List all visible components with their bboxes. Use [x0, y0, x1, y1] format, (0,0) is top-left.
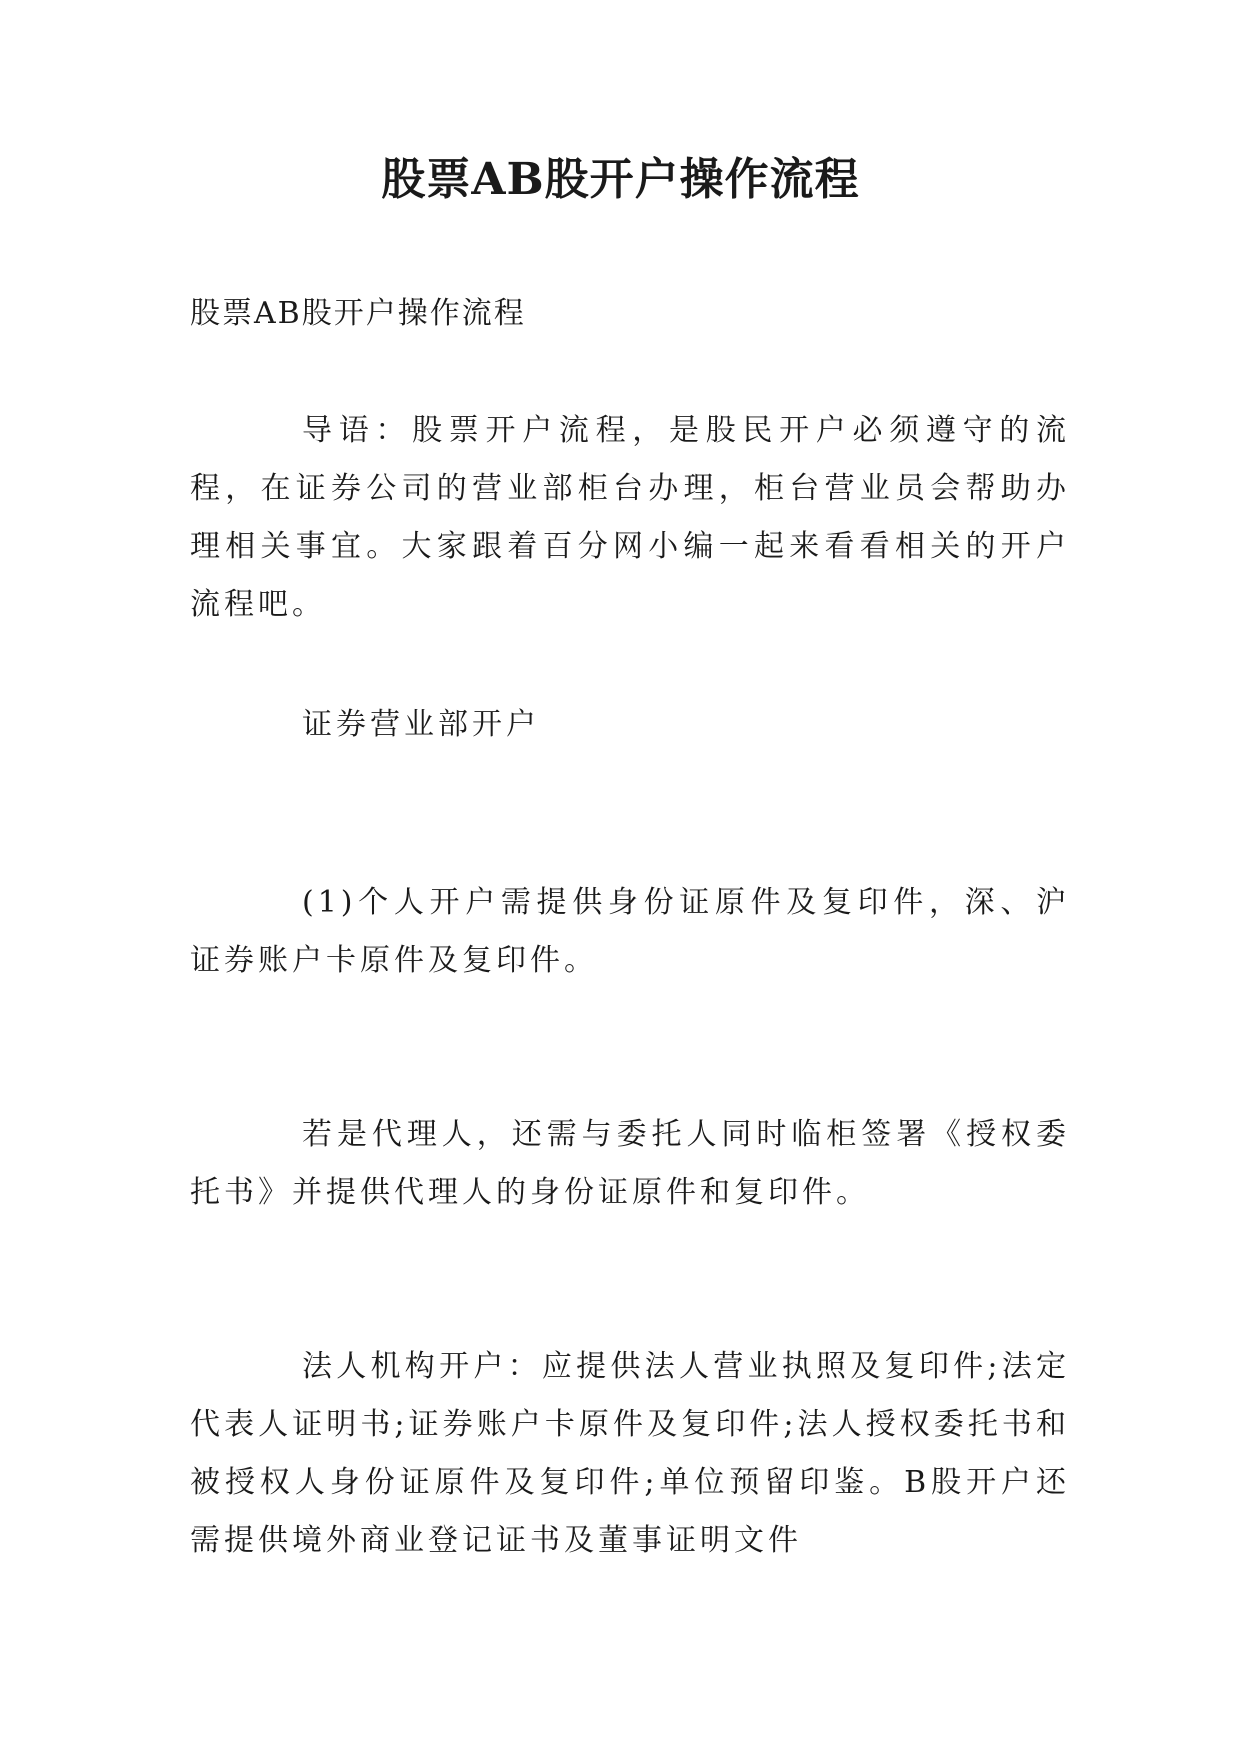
agent-paragraph: 若是代理人，还需与委托人同时临柜签署《授权委托书》并提供代理人的身份证原件和复印件。 — [190, 1117, 1070, 1210]
legal-entity-paragraph: 法人机构开户：应提供法人营业执照及复印件;法定代表人证明书;证券账户卡原件及复印件;法人授权委托书和被授权人身份证原件及复印件;单位预留印鉴。B股开户还需提供境外商业登记证书及董事证明文件 — [190, 1349, 1070, 1558]
item-1-paragraph: (1)个人开户需提供身份证原件及复印件，深、沪证券账户卡原件及复印件。 — [190, 885, 1070, 978]
document-title: 股票AB股开户操作流程 — [381, 154, 860, 205]
intro-paragraph: 导语：股票开户流程，是股民开户必须遵守的流程，在证券公司的营业部柜台办理，柜台营业员会帮助办理相关事宜。大家跟着百分网小编一起来看看相关的开户流程吧。 — [190, 413, 1070, 622]
section-heading: 证券营业部开户 — [302, 707, 540, 742]
document-subtitle: 股票AB股开户操作流程 — [190, 296, 526, 331]
